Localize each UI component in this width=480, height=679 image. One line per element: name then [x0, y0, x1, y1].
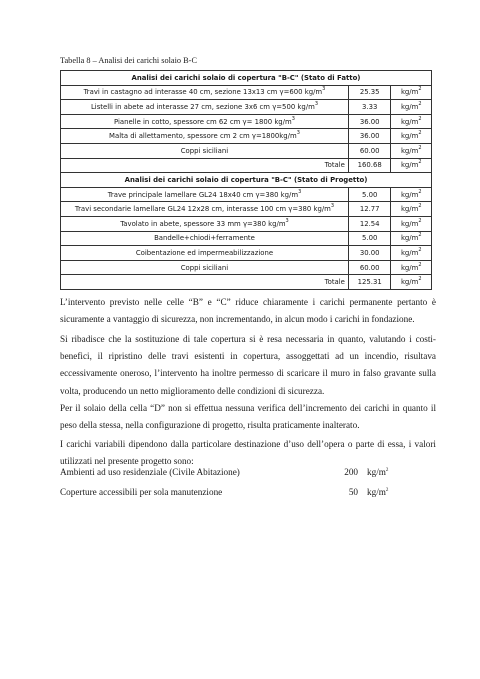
unit-text: kg/m: [400, 263, 419, 272]
load-value: 12.77: [348, 202, 391, 217]
variable-load-unit: [367, 487, 388, 497]
table-row: [61, 187, 432, 202]
unit-text: kg/m: [400, 146, 419, 155]
unit-exponent: 2: [418, 100, 422, 107]
load-unit: [391, 85, 432, 100]
desc-text: Listelli in abete ad interasse 27 cm, sezione 3x6 cm γ=500 kg/m: [90, 102, 315, 111]
desc-exponent: 3: [291, 115, 295, 122]
desc-text: Travi secondarie lamellare GL24 12x28 cm, interasse 100 cm γ=380 kg/m: [74, 205, 331, 214]
unit-exponent: 2: [418, 246, 422, 253]
table-row: [61, 216, 432, 231]
unit-exponent: 2: [385, 488, 389, 493]
unit-exponent: 2: [418, 261, 422, 268]
unit-exponent: 2: [418, 159, 422, 166]
unit-text: kg/m: [400, 102, 419, 111]
table-header-row: [61, 71, 432, 86]
load-description: [61, 202, 349, 217]
variable-load-row: [60, 487, 440, 501]
desc-exponent: 3: [314, 100, 318, 107]
paragraph-load-reduction: L’intervento previsto nelle celle “B” e “C” riduce chiaramente i carichi permanente pertanto è sicuramente a vantaggio di sicurezza, non incrementando, in alcun modo i carichi in fondazione.: [60, 297, 436, 325]
desc-exponent: 3: [298, 188, 302, 195]
unit-exponent: 2: [418, 130, 422, 137]
load-value: 36.00: [348, 129, 391, 144]
table-row: [61, 231, 432, 246]
load-description: [61, 100, 349, 115]
variable-load-row: [60, 467, 440, 481]
variable-load-value: 200: [344, 467, 358, 477]
load-unit: [391, 129, 432, 144]
unit-exponent: 2: [418, 115, 422, 122]
load-value: 12.54: [348, 216, 391, 231]
total-value: 160.68: [348, 158, 391, 173]
variable-load-unit: [367, 467, 388, 477]
load-unit: [391, 100, 432, 115]
desc-text: Coibentazione ed impermeabilizzazione: [135, 248, 274, 257]
unit-text: kg/m: [400, 205, 419, 214]
load-description: [61, 114, 349, 129]
loads-table: [60, 70, 432, 290]
table-row: [61, 85, 432, 100]
unit-text: kg/m: [367, 487, 386, 497]
load-description: [61, 187, 349, 202]
table-total-row: [61, 275, 432, 290]
desc-exponent: 3: [285, 217, 289, 224]
desc-text: Coppi siciliani: [180, 146, 229, 155]
load-unit: [391, 246, 432, 261]
unit-exponent: 2: [418, 144, 422, 151]
unit-exponent: 2: [385, 468, 389, 473]
table-row: [61, 100, 432, 115]
table-total-row: [61, 158, 432, 173]
total-value: 125.31: [348, 275, 391, 290]
table-row: [61, 246, 432, 261]
header-project: Analisi dei carichi solaio di copertura "B-C" (Stato di Progetto): [61, 173, 432, 188]
load-value: 5.00: [348, 231, 391, 246]
paragraph-variable-loads: I carichi variabili dipendono dalla particolare destinazione d’uso dell’opera o parte di essa, i valori utilizzati nel presente progetto sono:: [60, 439, 436, 467]
load-unit: [391, 143, 432, 158]
table-caption: Tabella 8 – Analisi dei carichi solaio B-C: [60, 56, 197, 65]
load-unit: [391, 187, 432, 202]
paragraph-replacement-reason: Si ribadisce che la sostituzione di tale copertura si è resa necessaria in quanto, valutando i costi-benefici, il ripristino delle travi esistenti in copertura, assoggettati ad un incendio, risultava eccessivamente oneroso, l’intervento ha inoltre permesso di scaricare il muro in falso gravante sulla volta, producendo un netto miglioramento delle condizioni di sicurezza.: [60, 334, 436, 396]
desc-exponent: 3: [322, 86, 326, 93]
total-label: Totale: [61, 275, 349, 290]
header-existing: Analisi dei carichi solaio di copertura "B-C" (Stato di Fatto): [61, 71, 432, 86]
load-value: 25.35: [348, 85, 391, 100]
load-unit: [391, 216, 432, 231]
load-value: 60.00: [348, 260, 391, 275]
unit-exponent: 2: [418, 276, 422, 283]
load-value: 5.00: [348, 187, 391, 202]
unit-text: kg/m: [400, 234, 419, 243]
desc-text: Tavolato in abete, spessore 33 mm γ=380 kg/m: [120, 219, 286, 228]
load-unit: [391, 275, 432, 290]
desc-text: Trave principale lamellare GL24 18x40 cm γ=380 kg/m: [107, 190, 299, 199]
unit-text: kg/m: [367, 467, 386, 477]
desc-exponent: 3: [296, 130, 300, 137]
load-unit: [391, 114, 432, 129]
load-value: 3.33: [348, 100, 391, 115]
load-description: [61, 129, 349, 144]
load-description: [61, 260, 349, 275]
table-row: [61, 202, 432, 217]
unit-exponent: 2: [418, 86, 422, 93]
desc-exponent: 3: [330, 203, 335, 210]
unit-text: kg/m: [400, 278, 419, 287]
load-description: [61, 85, 349, 100]
table-row: [61, 114, 432, 129]
desc-text: Coppi siciliani: [180, 263, 229, 272]
load-unit: [391, 260, 432, 275]
desc-text: Bandelle+chiodi+ferramente: [154, 234, 255, 243]
unit-text: kg/m: [400, 248, 419, 257]
table-row: [61, 260, 432, 275]
load-value: 36.00: [348, 114, 391, 129]
table-row: [61, 129, 432, 144]
unit-text: kg/m: [400, 117, 419, 126]
unit-text: kg/m: [400, 219, 419, 228]
desc-text: Travi in castagno ad interasse 40 cm, sezione 13x13 cm γ=600 kg/m: [83, 88, 323, 97]
unit-text: kg/m: [400, 132, 419, 141]
load-description: [61, 216, 349, 231]
table-row: [61, 143, 432, 158]
unit-text: kg/m: [400, 161, 419, 170]
variable-load-label: Coperture accessibili per sola manutenzione: [60, 487, 223, 497]
variable-load-label: Ambienti ad uso residenziale (Civile Abitazione): [60, 467, 240, 477]
load-unit: [391, 202, 432, 217]
load-description: [61, 143, 349, 158]
desc-text: Pianelle in cotto, spessore cm 62 cm γ= 1800 kg/m: [114, 117, 292, 126]
unit-text: kg/m: [400, 88, 419, 97]
load-unit: [391, 158, 432, 173]
desc-text: Malta di allettamento, spessore cm 2 cm γ=1800kg/m: [109, 132, 297, 141]
load-description: [61, 231, 349, 246]
load-value: 30.00: [348, 246, 391, 261]
unit-exponent: 2: [418, 203, 422, 210]
total-label: Totale: [61, 158, 349, 173]
variable-load-value: 50: [348, 487, 358, 497]
load-unit: [391, 231, 432, 246]
unit-text: kg/m: [400, 190, 419, 199]
unit-exponent: 2: [418, 217, 422, 224]
table-header-row: [61, 173, 432, 188]
paragraph-cell-d: Per il solaio della cella “D” non si effettua nessuna verifica dell’incremento dei carichi in quanto il peso della stessa, nella configurazione di progetto, risulta praticamente inalterato.: [60, 403, 436, 431]
load-description: [61, 246, 349, 261]
load-value: 60.00: [348, 143, 391, 158]
unit-exponent: 2: [418, 232, 422, 239]
unit-exponent: 2: [418, 188, 422, 195]
